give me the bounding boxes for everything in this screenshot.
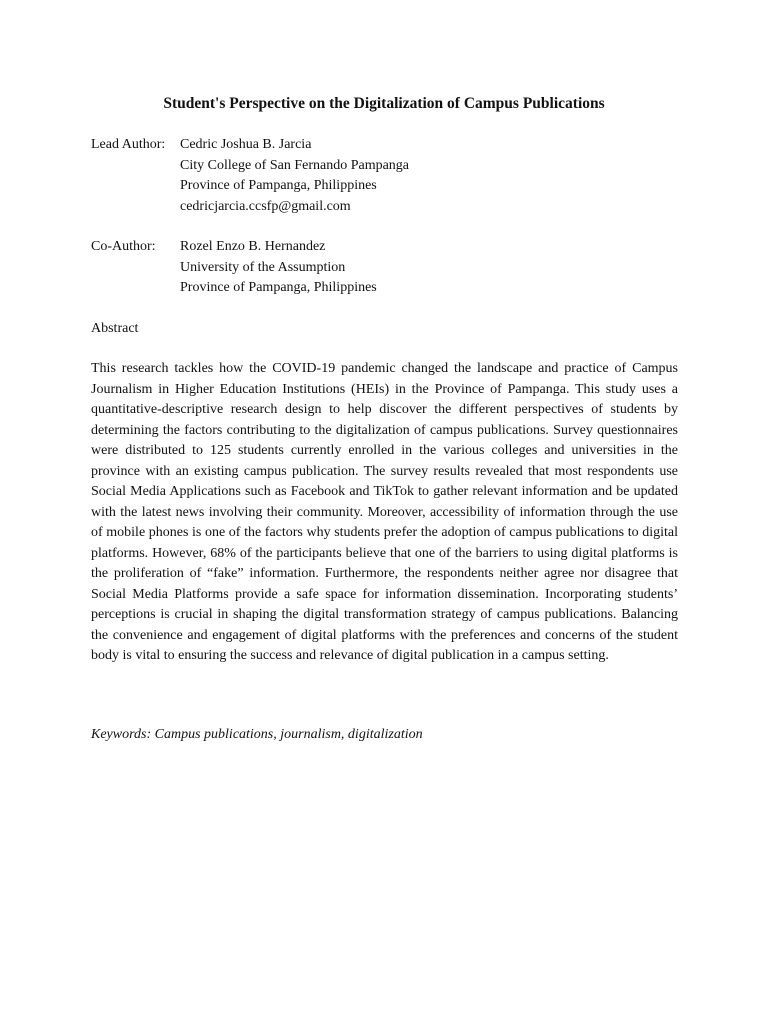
co-author-block bbox=[91, 237, 691, 299]
co-author-name: Rozel Enzo B. Hernandez bbox=[180, 239, 326, 254]
paper-title: Student's Perspective on the Digitalization of Campus Publications bbox=[163, 95, 605, 112]
abstract-body: This research tackles how the COVID-19 pandemic changed the landscape and practice of Campus Journalism in Higher Education Institutions (HEIs) in the Province of Pampanga. This study uses a quantitative-descriptive research design to help discover the different perspectives of students by determining the factors contributing to the digitalization of campus publications. Survey questionnaires were distributed to 125 students currently enrolled in the various colleges and universities in the province with an existing campus publication. The survey results revealed that most respondents use Social Media Applications such as Facebook and TikTok to gather relevant information and be updated with the latest news involving their community. Moreover, accessibility of information through the use of mobile phones is one of the factors why students prefer the adoption of campus publications to digital platforms. However, 68% of the participants believe that one of the barriers to using digital platforms is the proliferation of “fake” information. Furthermore, the respondents neither agree nor disagree that Social Media Platforms provide a safe space for information dissemination. Incorporating students’ perceptions is crucial in shaping the digital transformation strategy of campus publications. Balancing the convenience and engagement of digital platforms with the preferences and concerns of the student body is vital to ensuring the success and relevance of digital publication in a campus setting. bbox=[91, 361, 678, 663]
co-author-details bbox=[180, 237, 680, 299]
lead-author-institution: City College of San Fernando Pampanga bbox=[180, 157, 410, 173]
lead-author-block bbox=[91, 135, 691, 217]
lead-author-location: Province of Pampanga, Philippines bbox=[180, 178, 377, 193]
lead-author-email: cedricjarcia.ccsfp@gmail.com bbox=[180, 198, 351, 214]
co-author-institution: University of the Assumption bbox=[180, 259, 346, 275]
abstract-heading: Abstract bbox=[91, 321, 139, 336]
co-author-role: Co-Author: bbox=[91, 239, 156, 254]
lead-author-role: Lead Author: bbox=[91, 137, 166, 152]
lead-author-details bbox=[180, 135, 680, 217]
keywords-line: Keywords: Campus publications, journalism, digitalization bbox=[91, 727, 423, 742]
lead-author-name: Cedric Joshua B. Jarcia bbox=[180, 137, 312, 152]
co-author-location: Province of Pampanga, Philippines bbox=[180, 280, 377, 295]
